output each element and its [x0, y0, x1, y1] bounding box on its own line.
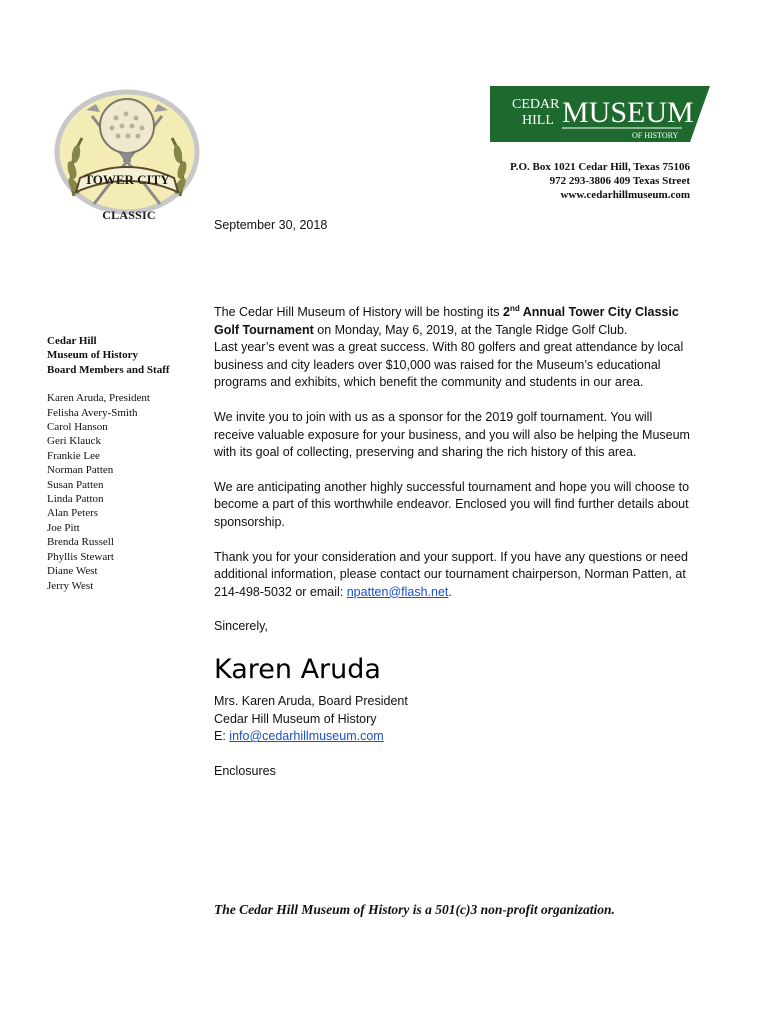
board-member: Jerry West: [47, 579, 94, 592]
thanks-text: Thank you for your consideration and your support. If you have any questions or need additional information, please contact our tournament chairperson, Norman Patten, at 214-498-5032 or email:: [214, 549, 688, 599]
nonprofit-footer: The Cedar Hill Museum of History is a 501(c)3 non-profit organization.: [214, 902, 615, 917]
closing: Sincerely,: [214, 619, 268, 634]
address-block: [510, 160, 690, 202]
museum-email-link[interactable]: info@cedarhillmuseum.com: [229, 729, 384, 744]
org-line: Cedar Hill: [47, 335, 97, 347]
board-member: Carol Hanson: [47, 421, 108, 434]
tournament-name: Annual Tower City Classic Golf Tournament: [214, 305, 679, 337]
website-line: www.cedarhillmuseum.com: [560, 189, 690, 201]
board-member: Karen Aruda, President: [47, 392, 150, 405]
board-member: Frankie Lee: [47, 449, 100, 462]
enclosures: Enclosures: [214, 763, 276, 778]
org-line: Board Members and Staff: [47, 363, 170, 376]
museum-logo-hill: HILL: [522, 113, 554, 128]
chairperson-email-link[interactable]: npatten@flash.net: [346, 584, 449, 599]
address-line: P.O. Box 1021 Cedar Hill, Texas 75106: [510, 161, 690, 173]
signer-org: Cedar Hill Museum of History: [214, 711, 377, 726]
paragraph-thanks: [214, 549, 692, 602]
museum-logo-cedar: CEDAR: [512, 97, 560, 112]
org-line: Museum of History: [47, 349, 139, 362]
classic-label: CLASSIC: [102, 208, 156, 222]
signature: Karen Aruda: [214, 653, 381, 685]
board-sidebar: [47, 334, 197, 593]
ordinal-number: 2: [503, 305, 510, 319]
intro-date-text: on Monday, May 6, 2019, at the Tangle Ridge Golf Club.: [313, 322, 628, 337]
sidebar-org-heading: [47, 334, 197, 377]
intro-results-text: Last year’s event was a great success. With 80 golfers and great attendance by local business and city leaders over $10,000 was raised for the Museum’s educational programs and exhibits, which benefit the community and students in our area.: [214, 340, 684, 390]
ordinal-suffix: nd: [509, 303, 520, 313]
phone-street-line: 972 293-3806 409 Texas Street: [549, 175, 690, 187]
thanks-end: .: [448, 584, 452, 599]
board-member: Alan Peters: [47, 507, 99, 520]
board-member: Phyllis Stewart: [47, 550, 114, 563]
board-member: Norman Patten: [47, 464, 114, 477]
letter-body: [214, 304, 692, 797]
board-member: Susan Patten: [47, 478, 104, 491]
board-member: Felisha Avery-Smith: [47, 406, 138, 419]
paragraph-anticipate: We are anticipating another highly successful tournament and hope you will choose to become a part of this worthwhile endeavor. Enclosed you will find further details about sponsorship.: [214, 479, 690, 529]
tower-city-banner-text: TOWER CITY: [84, 172, 170, 187]
signer-email-line: [214, 728, 692, 746]
paragraph-intro: [214, 304, 692, 392]
museum-logo-main: MUSEUM: [562, 96, 694, 129]
cedar-hill-museum-logo: [490, 86, 710, 142]
paragraph-invite: We invite you to join with us as a sponsor for the 2019 golf tournament. You will receive valuable exposure for your business, and you will also be helping the Museum with its goal of collecting, preserving and sharing the rich history of this area.: [214, 409, 690, 460]
email-label: E:: [214, 729, 230, 744]
signer-name: Mrs. Karen Aruda, Board President: [214, 693, 408, 708]
board-member: Diane West: [47, 565, 98, 578]
board-member: Linda Patton: [47, 493, 104, 506]
board-member: Brenda Russell: [47, 536, 114, 549]
golf-ball-icon: [52, 86, 202, 226]
tower-city-classic-logo: [52, 86, 202, 226]
intro-text: The Cedar Hill Museum of History will be hosting its: [214, 305, 503, 319]
museum-logo-sub: OF HISTORY: [632, 131, 679, 140]
letter-date: September 30, 2018: [214, 218, 328, 232]
board-member-list: [47, 391, 197, 593]
board-member: Joe Pitt: [47, 521, 80, 534]
signature-block: [214, 693, 692, 746]
board-member: Geri Klauck: [47, 435, 102, 448]
